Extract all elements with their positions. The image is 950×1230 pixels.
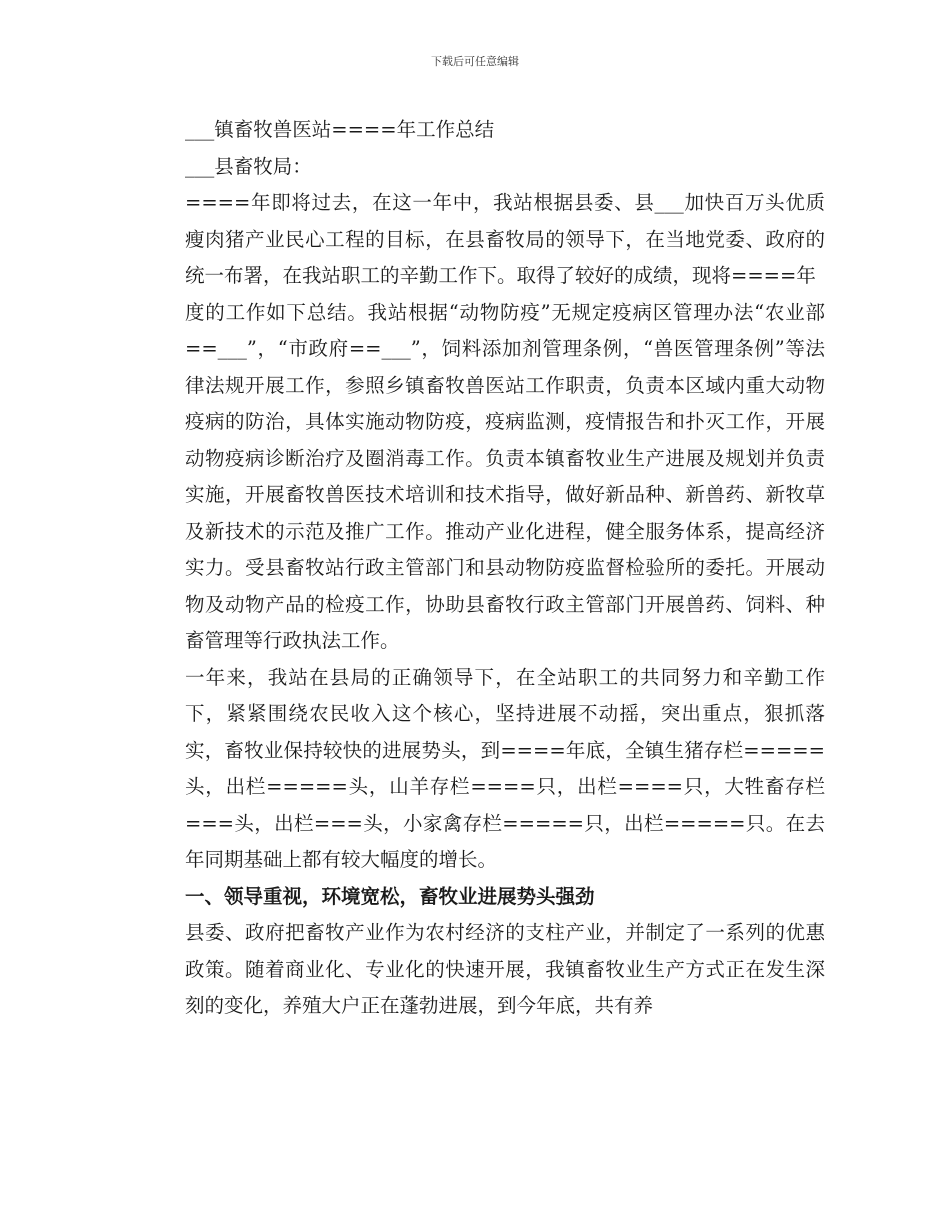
- document-title: ___镇畜牧兽医站====年工作总结: [185, 118, 495, 141]
- paragraph-2: 度的工作如下总结。我站根据“动物防疫”无规定疫病区管理办法“农业部==___”，“市政府==___”，饲料添加剂管理条例，“兽医管理条例”等法律法规开展工作，参照乡镇畜牧兽医站工作职责，负责本区域内重大动物疫病的防治，具体实施动物防疫，疫病监测，疫情报告和扑灭工作，开展动物疫病诊断治疗及圈消毒工作。负责本镇畜牧业生产进展及规划并负责实施，开展畜牧兽医技术培训和技术指导，做好新品种、新兽药、新牧草及新技术的示范及推广工作。推动产业化进程，健全服务体系，提高经济实力。受县畜牧站行政主管部门和县动物防疫监督检验所的委托。开展动物及动物产品的检疫工作，协助县畜牧行政主管部门开展兽药、饲料、种畜管理等行政执法工作。: [185, 300, 825, 652]
- section-heading-1: 一、领导重视，环境宽松，畜牧业进展势头强劲: [185, 884, 595, 908]
- paragraph-4: 县委、政府把畜牧产业作为农村经济的支柱产业，并制定了一系列的优惠政策。随着商业化、专业化的快速开展，我镇畜牧业生产方式正在发生深刻的变化，养殖大户正在蓬勃进展，到今年底，共有养: [185, 921, 825, 1017]
- document-body: [140, 112, 825, 1025]
- paragraph-1: ====年即将过去，在这一年中，我站根据县委、县___加快百万头优质瘦肉猪产业民心工程的目标，在县畜牧局的领导下，在当地党委、政府的统一布署，在我站职工的辛勤工作下。取得了较好的成绩，现将====年: [185, 191, 825, 287]
- paragraph-3: 一年来，我站在县局的正确领导下，在全站职工的共同努力和辛勤工作下，紧紧围绕农民收入这个核心，坚持进展不动摇，突出重点，狠抓落实，畜牧业保持较快的进展势头，到====年底，全镇生猪存栏=====头，出栏=====头，山羊存栏====只，出栏====只，大牲畜存栏===头，出栏===头，小家禽存栏=====只，出栏=====只。在去年同期基础上都有较大幅度的增长。: [185, 665, 825, 871]
- page-header: 下载后可任意编辑: [431, 55, 519, 68]
- salutation: ___县畜牧局：: [185, 154, 312, 178]
